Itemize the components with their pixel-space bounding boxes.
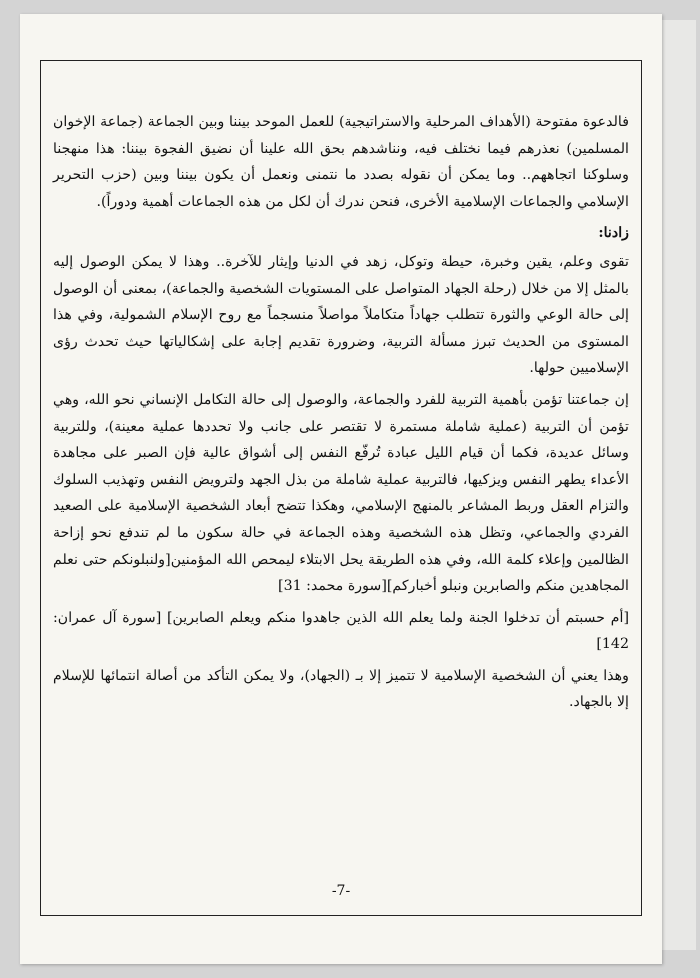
paragraph-provisions: تقوى وعلم، يقين وخبرة، حيطة وتوكل، زهد في الدنيا وإيثار للآخرة.. وهذا لا يمكن الوصول إليه بالمثل إلا من خلال (رحلة الجهاد المتواصل على المستويات الشخصية والجماعة)، بمعنى أن الوصول إلى حالة الوعي والثورة تتطلب جهاداً متكاملاً مواصلاً منسجماً مع روح الإسلام الشمولية، وفي هذا المستوى من الحديث تبرز مسألة التربية، وضرورة تقديم إجابة على إشكالياتها حيث تحدث رؤى الإسلاميين حولها. [53,253,629,377]
paragraph-education: إن جماعتنا تؤمن بأهمية التربية للفرد والجماعة، والوصول إلى حالة التكامل الإنساني نحو الله، وهي تؤمن أن التربية (عملية شاملة مستمرة لا تقتصر على جانب ولا تحددها عملية معينة)، وللتربية وسائل عديدة، فكما أن قيام الليل عبادة تُرفّع النفس إلى أشواق عالية فإن الصبر على مجاهدة الأعداء يطهر النفس ويزكيها، فالتربية عملية شاملة من بذل الجهد ولترويض النفس وتهذيب السلوك والتزام العقل وربط المشاعر بالمنهج الإسلامي، وهكذا تتضح أبعاد الشخصية الإسلامية على الصعيد الفردي والجماعي، وتظل هذه الشخصية وهذه الجماعة في حالة سكون ما لم تندفع نحو إزاحة الظالمين وإعلاء كلمة الله، وفي هذه الطريقة يحل الابتلاء ليمحص الله المؤمنين[ولنبلونكم حتى نعلم المجاهدين منكم والصابرين ونبلو أخباركم][سورة محمد: 31] [53,391,629,595]
paragraph-call-for-unity: فالدعوة مفتوحة (الأهداف المرحلية والاستراتيجية) للعمل الموحد بيننا وبين الجماعة (جماعة الإخوان المسلمين) نعذرهم فيما نختلف فيه، ونناشدهم بحق الله علينا أن نضيق الفجوة بيننا: هذا منهجنا وسلوكنا اتجاههم.. وما يمكن أن نقوله بصدد ما نتمنى ونعمل أن يكون بيننا وبين (حزب التحرير الإسلامي والجماعات الإسلامية الأخرى، فنحن ندرك أن لكل من هذه الجماعات أهمية ودوراً). [53,114,629,210]
page-number: -7- [331,883,351,899]
section-heading: زادنا: [598,225,629,242]
document-page [20,14,662,964]
paragraph-conclusion: وهذا يعني أن الشخصية الإسلامية لا تتميز إلا بـ (الجهاد)، ولا يمكن التأكد من أصالة انتمائها للإسلام إلا بالجهاد. [53,667,629,711]
paragraph-quran-verse: [أم حسبتم أن تدخلوا الجنة ولما يعلم الله الذين جاهدوا منكم ويعلم الصابرين] [سورة آل عمران: 142] [53,609,629,653]
body-text [53,109,629,721]
page-border-frame [40,60,642,916]
